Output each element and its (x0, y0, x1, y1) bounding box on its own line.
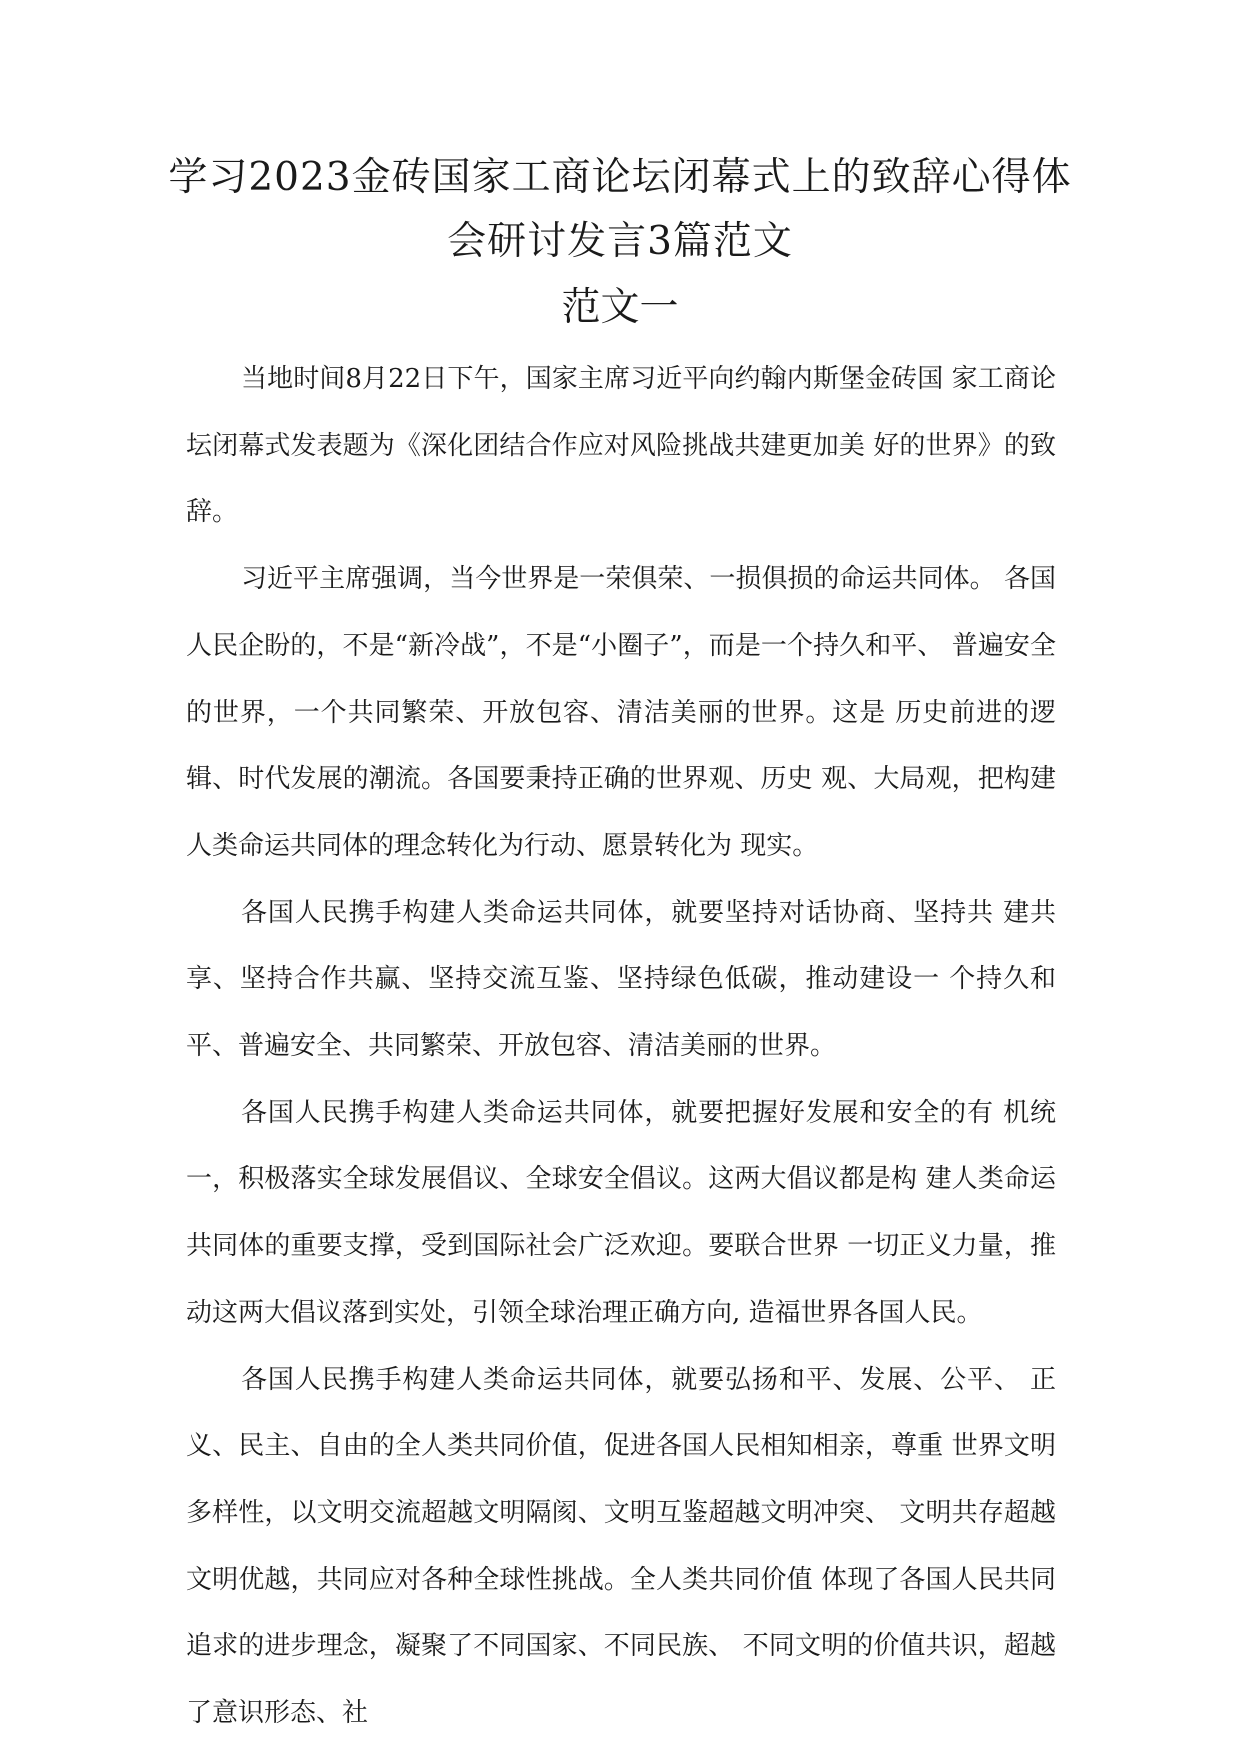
section-heading: 范文一 (561, 285, 679, 330)
paragraph-5: 各国人民携手构建人类命运共同体，就要弘扬和平、发展、公平、 正义、民主、自由的全人类共同价值，促进各国人民相知相亲，尊重 世界文明多样性，以文明交流超越文明隔阂、文明互鉴超越文明冲突、 文明共存超越文明优越，共同应对各种全球性挑战。全人类共同价值 体现了各国人民共同追求的进步理念，凝聚了不同国家、不同民族、 不同文明的价值共识，超越了意识形态、社 (186, 1364, 1056, 1729)
paragraph-4: 各国人民携手构建人类命运共同体，就要把握好发展和安全的有 机统一，积极落实全球发展倡议、全球安全倡议。这两大倡议都是构 建人类命运共同体的重要支撑，受到国际社会广泛欢迎。要联合世界 一切正义力量，推动这两大倡议落到实处，引领全球治理正确方向, 造福世界各国人民。 (186, 1097, 1056, 1328)
document-title-line-1: 学习2023金砖国家工商论坛闭幕式上的致辞心得体 (168, 155, 1072, 200)
paragraph-2: 习近平主席强调，当今世界是一荣俱荣、一损俱损的命运共同体。 各国人民企盼的，不是“新冷战”，不是“小圈子”，而是一个持久和平、 普遍安全的世界，一个共同繁荣、开放包容、清洁美丽的世界。这是 历史前进的逻辑、时代发展的潮流。各国要秉持正确的世界观、历史 观、大局观，把构建人类命运共同体的理念转化为行动、愿景转化为 现实。 (186, 564, 1056, 861)
paragraph-3: 各国人民携手构建人类命运共同体，就要坚持对话协商、坚持共 建共享、坚持合作共赢、坚持交流互鉴、坚持绿色低碳，推动建设一 个持久和平、普遍安全、共同繁荣、开放包容、清洁美丽的世界。 (186, 897, 1056, 1062)
document-title-line-2: 会研讨发言3篇范文 (447, 219, 793, 264)
paragraph-1: 当地时间8月22日下午，国家主席习近平向约翰内斯堡金砖国 家工商论坛闭幕式发表题为《深化团结合作应对风险挑战共建更加美 好的世界》的致辞。 (186, 364, 1056, 528)
document-body (186, 346, 1056, 1747)
